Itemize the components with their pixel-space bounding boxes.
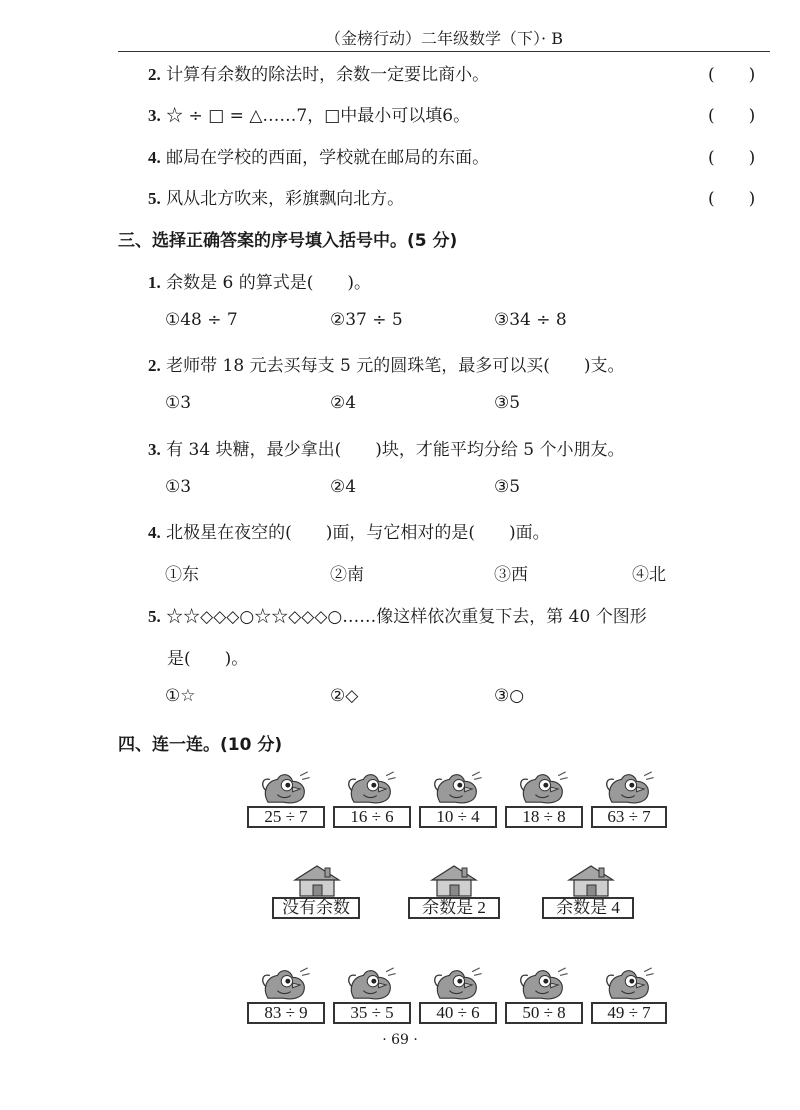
option[interactable]: ②南 [330,565,364,585]
question-number: 5. [148,189,161,208]
choice-question-4 [148,518,550,543]
house-icon [426,862,482,898]
choice-question-3 [148,435,624,460]
question-number: 4. [148,523,161,542]
answer-paren[interactable]: ( ) [708,65,756,85]
question-text: 北极星在夜空的( )面，与它相对的是( )面。 [166,523,550,543]
division-card-top-3[interactable]: 10 ÷ 4 [419,806,497,828]
bird-icon [258,966,312,1002]
option[interactable]: ④北 [632,565,666,585]
bird-icon [344,770,398,806]
option[interactable]: ③西 [494,565,528,585]
page-number: · 69 · [382,1032,418,1048]
question-number: 3. [148,106,161,125]
judge-question-2 [148,60,489,85]
house-icon [289,862,345,898]
question-text: ☆☆◇◇◇○☆☆◇◇◇○……像这样依次重复下去，第 40 个图形 [166,607,647,627]
division-card-bottom-1[interactable]: 83 ÷ 9 [247,1002,325,1024]
house-card-1[interactable]: 没有余数 [272,897,360,919]
division-card-top-1[interactable]: 25 ÷ 7 [247,806,325,828]
option[interactable]: ②4 [330,393,357,413]
division-card-bottom-2[interactable]: 35 ÷ 5 [333,1002,411,1024]
bird-icon [516,966,570,1002]
question-number: 1. [148,273,161,292]
page-header: （金榜行动）二年级数学（下）· B [118,26,770,52]
bird-icon [430,966,484,1002]
house-card-2[interactable]: 余数是 2 [408,897,500,919]
question-text: 邮局在学校的西面，学校就在邮局的东面。 [166,148,490,168]
option[interactable]: ③5 [494,477,521,497]
question-text: 有 34 块糖，最少拿出( )块，才能平均分给 5 个小朋友。 [166,440,625,460]
option[interactable]: ①☆ [165,686,196,706]
option[interactable]: ①东 [165,565,199,585]
bird-icon [602,966,656,1002]
house-card-3[interactable]: 余数是 4 [542,897,634,919]
bird-icon [344,966,398,1002]
division-card-bottom-4[interactable]: 50 ÷ 8 [505,1002,583,1024]
bird-icon [516,770,570,806]
option[interactable]: ③○ [494,686,525,706]
question-text-continued: 是( )。 [167,649,249,669]
division-card-top-2[interactable]: 16 ÷ 6 [333,806,411,828]
question-number: 4. [148,148,161,167]
question-text: 风从北方吹来，彩旗飘向北方。 [166,189,405,209]
question-number: 3. [148,440,161,459]
choice-question-5 [148,602,647,627]
option[interactable]: ③34 ÷ 8 [494,310,567,330]
bird-icon [430,770,484,806]
question-text: 余数是 6 的算式是( )。 [166,273,372,293]
division-card-top-4[interactable]: 18 ÷ 8 [505,806,583,828]
option[interactable]: ②4 [330,477,357,497]
option[interactable]: ②37 ÷ 5 [330,310,403,330]
section-4-title: 四、连一连。(10 分) [118,735,283,755]
question-number: 5. [148,607,161,626]
option[interactable]: ①3 [165,477,192,497]
option[interactable]: ②◇ [330,686,359,706]
bird-icon [258,770,312,806]
house-icon [563,862,619,898]
answer-paren[interactable]: ( ) [708,106,756,126]
judge-question-3 [148,101,470,126]
option[interactable]: ③5 [494,393,521,413]
choice-question-2 [148,351,624,376]
division-card-bottom-5[interactable]: 49 ÷ 7 [591,1002,667,1024]
question-number: 2. [148,356,161,375]
section-3-title: 三、选择正确答案的序号填入括号中。(5 分) [118,231,458,251]
question-text: 老师带 18 元去买每支 5 元的圆珠笔，最多可以买( )支。 [166,356,625,376]
question-text: ☆ ÷ □ = △……7，□中最小可以填6。 [166,106,471,126]
bird-icon [602,770,656,806]
division-card-top-5[interactable]: 63 ÷ 7 [591,806,667,828]
choice-question-1 [148,268,371,293]
option[interactable]: ①3 [165,393,192,413]
question-number: 2. [148,65,161,84]
answer-paren[interactable]: ( ) [708,148,756,168]
judge-question-4 [148,143,489,168]
judge-question-5 [148,184,404,209]
option[interactable]: ①48 ÷ 7 [165,310,238,330]
division-card-bottom-3[interactable]: 40 ÷ 6 [419,1002,497,1024]
answer-paren[interactable]: ( ) [708,189,756,209]
question-text: 计算有余数的除法时，余数一定要比商小。 [166,65,490,85]
